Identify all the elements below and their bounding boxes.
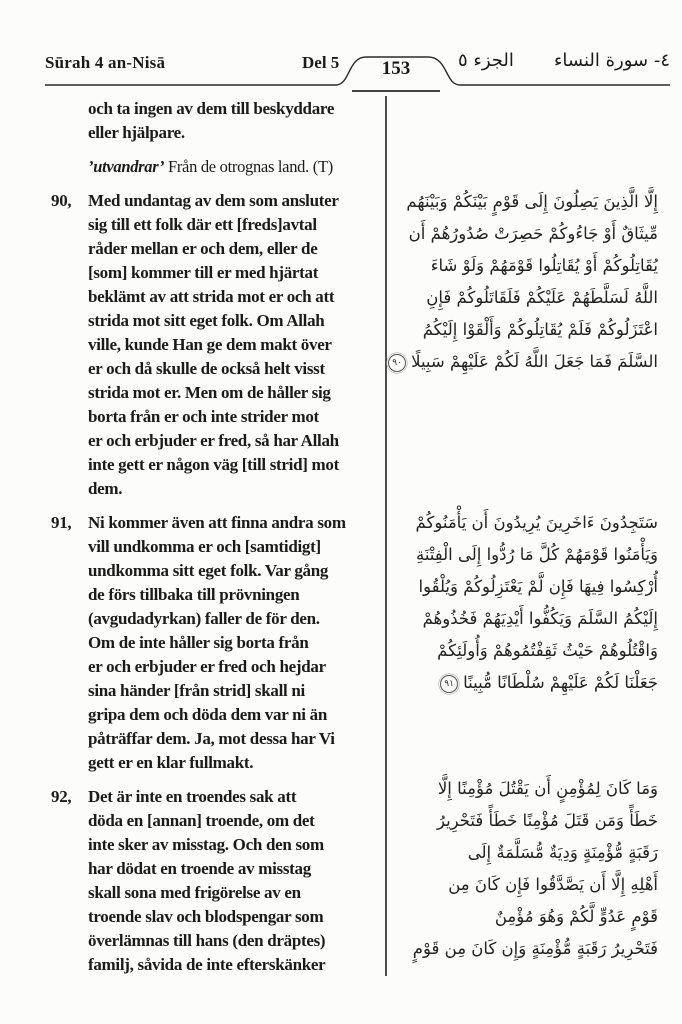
verse-swedish-line: [som] kommer till er med hjärtat	[88, 263, 319, 282]
header-page-number: 153	[381, 58, 411, 79]
verse-swedish-line: råder mellan er och dem, eller de	[88, 239, 318, 258]
arabic-quran-column	[394, 95, 662, 995]
verse-swedish-line: sina händer [från strid] skall ni	[88, 681, 305, 700]
verse-swedish-line: inte gett er någon väg [till strid] mot	[88, 455, 339, 474]
header-surah-title-arabic: ٤- سورة النساء	[553, 50, 670, 71]
verse-arabic-line: مِّيثَاقٌ أَوْ جَاءُوكُمْ حَصِرَتْ صُدُورُهُمْ أَن	[408, 224, 658, 243]
verse-arabic-line: السَّلَمَ فَمَا جَعَلَ اللَّهُ لَكُمْ عَلَيْهِمْ سَبِيلًا٩٠	[394, 346, 658, 378]
verse-swedish-line: strida mot sitt eget folk. Om Allah	[88, 311, 325, 330]
verse-swedish-line: Ni kommer även att finna andra som	[88, 513, 346, 532]
verse-block	[51, 785, 386, 977]
translator-note-text: Från de otrognas land. (T)	[164, 157, 333, 176]
verse-arabic-line: أُرْكِسُوا فِيهَا فَإِن لَّمْ يَعْتَزِلُوكُمْ وَيُلْقُوا	[418, 577, 658, 596]
verse-swedish-line: (avgudadyrkan) faller de för den.	[88, 609, 320, 628]
verse-swedish-line: Med undantag av dem som ansluter	[88, 191, 339, 210]
verse-number: 90,	[51, 191, 72, 210]
verse-arabic-block	[394, 773, 658, 965]
verse-swedish-line: de förs tillbaka till prövningen	[88, 585, 300, 604]
header-part-label: Del 5	[302, 53, 340, 72]
verse-swedish-line: familj, såvida de inte efterskänker	[88, 955, 326, 974]
verse-swedish-line: ville, kunde Han ge dem makt över	[88, 335, 332, 354]
verse-arabic-line: أَهْلِهِ إِلَّا أَن يَصَّدَّقُوا فَإِن كَانَ مِن	[448, 875, 658, 894]
verse-swedish-line: överlämnas till hans (den dräptes)	[88, 931, 326, 950]
verses-swedish	[51, 189, 386, 977]
verse-arabic-block	[394, 186, 658, 378]
verse-swedish-line: skall sona med frigörelse av en	[88, 883, 301, 902]
verse-swedish-line: Om de inte håller sig borta från	[88, 633, 309, 652]
verse-arabic-line: إِلَيْكُمُ السَّلَمَ وَيَكُفُّوا أَيْدِيَهُمْ فَخُذُوهُمْ	[422, 609, 658, 628]
intro-continuation-paragraph	[88, 97, 386, 145]
verse-swedish-line: dem.	[88, 479, 123, 498]
ayah-end-marker: ٩٠	[388, 354, 406, 372]
translator-note-term: ’utvandrar’	[88, 157, 165, 176]
verse-swedish-line: er och då skulle de också helt visst	[88, 359, 325, 378]
verse-swedish-line: strida mot er. Men om de håller sig	[88, 383, 331, 402]
verse-swedish-line: undkomma sitt eget folk. Var gång	[88, 561, 329, 580]
verse-swedish-line: inte sker av misstag. Och den som	[88, 835, 324, 854]
verse-swedish-line: er och erbjuder er fred, så har Allah	[88, 431, 339, 450]
verse-block	[51, 511, 386, 775]
verse-arabic-block	[394, 507, 658, 699]
ayah-end-marker: ٩١	[440, 675, 458, 693]
verse-arabic-line: وَاقْتُلُوهُمْ حَيْثُ ثَقِفْتُمُوهُمْ وَأُولَئِكُمْ	[437, 641, 658, 660]
verse-number: 91,	[51, 513, 72, 532]
verse-arabic-line: إِلَّا الَّذِينَ يَصِلُونَ إِلَى قَوْمٍ بَيْنَكُمْ وَبَيْنَهُم	[406, 192, 658, 211]
verse-swedish-line: sig till ett folk där ett [freds]avtal	[88, 215, 317, 234]
verse-arabic-line: فَتَحْرِيرُ رَقَبَةٍ مُّؤْمِنَةٍ وَإِن كَانَ مِن قَوْمٍ	[412, 939, 658, 958]
verse-swedish-line: gripa dem och döda dem var ni än	[88, 705, 327, 724]
verse-arabic-line: خَطَأً وَمَن قَتَلَ مُؤْمِنًا خَطَأً فَتَحْرِيرُ	[436, 811, 658, 830]
verse-swedish-text	[88, 189, 386, 501]
verse-arabic-line: يُقَاتِلُوكُمْ أَوْ يُقَاتِلُوا قَوْمَهُمْ وَلَوْ شَاءَ	[430, 256, 658, 275]
header-juz-label-arabic: الجزء ٥	[458, 50, 514, 71]
verse-swedish-line: påträffar dem. Ja, mot dessa har Vi	[88, 729, 335, 748]
translator-note	[88, 154, 386, 180]
verse-arabic-line: جَعَلْنَا لَكُمْ عَلَيْهِمْ سُلْطَانًا مُّبِينًا٩١	[394, 667, 658, 699]
intro-line: eller hjälpare.	[88, 123, 185, 142]
header-surah-title-latin: Sūrah 4 an-Nisā	[45, 53, 166, 72]
verse-swedish-line: troende slav och blodspengar som	[88, 907, 324, 926]
verse-arabic-line: قَوْمٍ عَدُوٍّ لَّكُمْ وَهُوَ مُؤْمِنٌ	[494, 907, 658, 926]
verse-swedish-line: har dödat en troende av misstag	[88, 859, 311, 878]
verse-swedish-line: gett er en klar fullmakt.	[88, 753, 254, 772]
verse-swedish-line: beklämt av att strida mot er och att	[88, 287, 335, 306]
verse-arabic-line: وَمَا كَانَ لِمُؤْمِنٍ أَن يَقْتُلَ مُؤْمِنًا إِلَّا	[437, 779, 658, 798]
verse-arabic-line: وَيَأْمَنُوا قَوْمَهُمْ كُلَّ مَا رُدُّوا إِلَى الْفِتْنَةِ	[415, 545, 658, 564]
verse-swedish-line: döda en [annan] troende, om det	[88, 811, 315, 830]
verse-swedish-text	[88, 511, 386, 775]
verse-arabic-line: سَتَجِدُونَ ءَاخَرِينَ يُرِيدُونَ أَن يَأْمَنُوكُمْ	[415, 513, 658, 532]
intro-line: och ta ingen av dem till beskyddare	[88, 99, 335, 118]
verse-swedish-line: vill undkomma er och [samtidigt]	[88, 537, 321, 556]
verse-arabic-line: اللَّهُ لَسَلَّطَهُمْ عَلَيْكُمْ فَلَقَاتَلُوكُمْ فَإِنِ	[426, 288, 658, 307]
verse-arabic-line: اعْتَزَلُوكُمْ فَلَمْ يُقَاتِلُوكُمْ وَأَلْقَوْا إِلَيْكُمُ	[422, 320, 658, 339]
verse-swedish-line: borta från er och inte strider mot	[88, 407, 319, 426]
verse-number: 92,	[51, 787, 72, 806]
verse-arabic-line: رَقَبَةٍ مُّؤْمِنَةٍ وَدِيَةٌ مُّسَلَّمَةٌ إِلَى	[467, 843, 658, 862]
verse-swedish-text	[88, 785, 386, 977]
swedish-translation-column	[51, 97, 386, 977]
verse-swedish-line: er och erbjuder er fred och hejdar	[88, 657, 326, 676]
verse-swedish-line: Det är inte en troendes sak att	[88, 787, 297, 806]
verse-block	[51, 189, 386, 501]
